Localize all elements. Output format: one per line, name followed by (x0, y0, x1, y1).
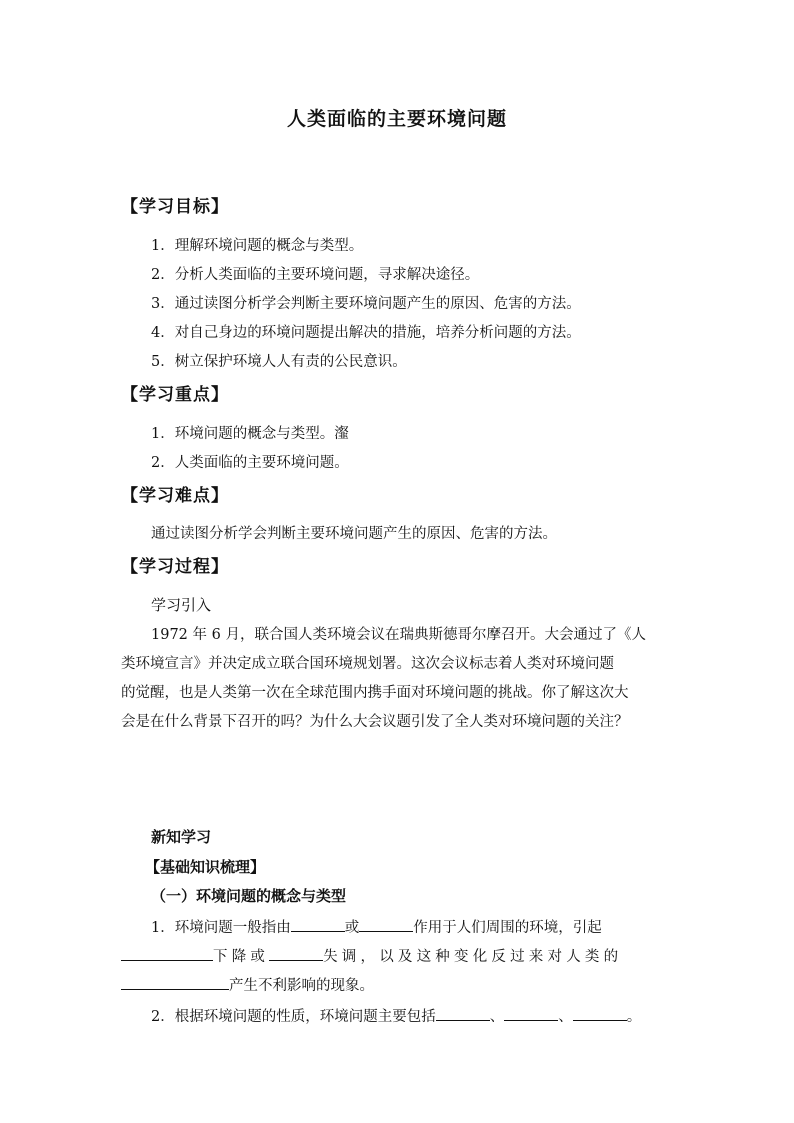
intro-line: 会是在什么背景下召开的吗？为什么大会议题引发了全人类对环境问题的关注？ (121, 714, 629, 730)
answer-blank[interactable] (121, 946, 213, 961)
intro-line: 1972 年 6 月，联合国人类环境会议在瑞典斯德哥尔摩召开。大会通过了《人 (151, 627, 646, 643)
answer-blank[interactable] (359, 917, 413, 932)
q1-text-f: 产生不利影响的现象。 (229, 978, 374, 994)
question-1-line-3 (121, 974, 374, 995)
goal-item: 4．对自己身边的环境问题提出解决的措施，培养分析问题的方法。 (151, 325, 581, 341)
q1-text-a: 1．环境问题一般指由 (151, 920, 291, 936)
q1-text-b: 或 (344, 920, 360, 936)
question-1-line-2 (121, 945, 622, 966)
q1-text-d: 下降或 (213, 949, 270, 965)
keypoint-item: 1．环境问题的概念与类型。瀣 (151, 426, 349, 442)
q2-text-a: 2．根据环境问题的性质，环境问题主要包括 (151, 1009, 436, 1025)
answer-blank[interactable] (121, 975, 229, 990)
q1-text-e: 失调，以及这种变化反过来对人类的 (323, 949, 623, 965)
answer-blank[interactable] (504, 1006, 558, 1021)
intro-line: 类环境宣言》并决定成立联合国环境规划署。这次会议标志着人类对环境问题 (121, 656, 614, 672)
q2-sep: 、 (558, 1009, 573, 1025)
answer-blank[interactable] (573, 1006, 627, 1021)
knowledge-section: 【基础知识梳理】 (145, 858, 266, 876)
q2-sep: 、 (489, 1009, 505, 1025)
intro-line: 的觉醒，也是人类第一次在全球范围内携手面对环境问题的挑战。你了解这次大 (121, 685, 629, 701)
goal-item: 1．理解环境问题的概念与类型。 (151, 238, 364, 254)
goal-item: 3．通过读图分析学会判断主要环境问题产生的原因、危害的方法。 (151, 296, 581, 312)
page-title: 人类面临的主要环境问题 (286, 108, 507, 130)
keypoint-item: 2．人类面临的主要环境问题。 (151, 455, 349, 471)
answer-blank[interactable] (436, 1006, 490, 1021)
new-knowledge-heading: 新知学习 (151, 828, 212, 846)
goals-heading: 【学习目标】 (121, 197, 229, 217)
knowledge-subsection: （一）环境问题的概念与类型 (151, 887, 347, 905)
intro-title: 学习引入 (151, 596, 212, 614)
question-1-line-1 (151, 916, 602, 937)
q1-text-c: 作用于人们周围的环境，引起 (413, 920, 602, 936)
difficulty-text: 通过读图分析学会判断主要环境问题产生的原因、危害的方法。 (151, 526, 557, 542)
q2-end: 。 (626, 1009, 642, 1025)
keypoints-heading: 【学习重点】 (121, 385, 229, 405)
difficulty-heading: 【学习难点】 (121, 486, 229, 506)
goal-item: 5．树立保护环境人人有责的公民意识。 (151, 354, 407, 370)
answer-blank[interactable] (269, 946, 323, 961)
answer-blank[interactable] (291, 917, 345, 932)
question-2 (151, 1005, 641, 1026)
goal-item: 2．分析人类面临的主要环境问题，寻求解决途径。 (151, 267, 480, 283)
process-heading: 【学习过程】 (121, 557, 229, 577)
